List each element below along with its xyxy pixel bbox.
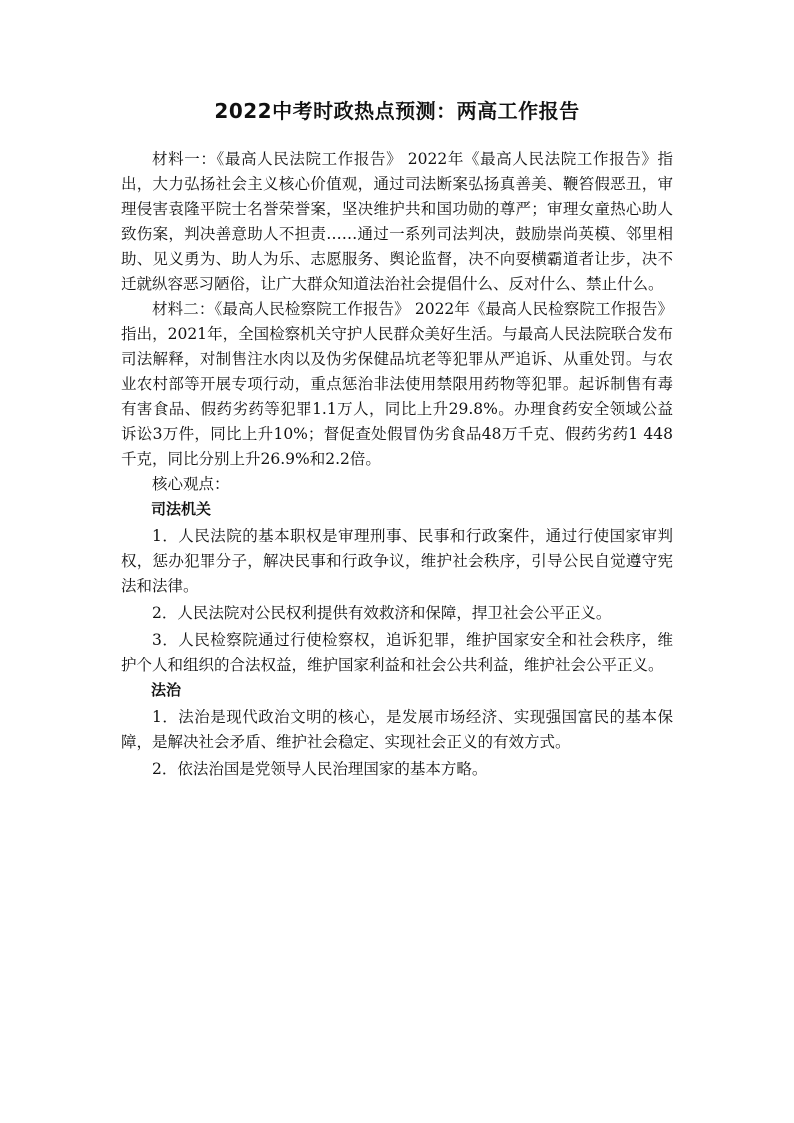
core-viewpoints-label: 核心观点： xyxy=(152,475,230,493)
section-heading-judicial: 司法机关 xyxy=(151,500,212,518)
page-title: 2022中考时政热点预测：两高工作报告 xyxy=(214,99,580,123)
list-item: 2．人民法院对公民权利提供有效救济和保障，捍卫社会公平正义。 xyxy=(152,604,612,622)
list-item: 1．人民法院的基本职权是审理刑事、民事和行政案件，通过行使国家审判权，惩办犯罪分子，解决民事和行政争议，维护社会秩序，引导公民自觉遵守宪法和法律。 xyxy=(121,527,673,595)
material-one-paragraph: 材料一：《最高人民法院工作报告》 2022年《最高人民法院工作报告》指出，大力弘扬社会主义核心价值观，通过司法断案弘扬真善美、鞭笞假恶丑，审理侵害袁隆平院士名誉荣誉案，坚决维护共和国功勋的尊严；审理女童热心助人致伤案，判决善意助人不担责……通过一系列司法判决，鼓励崇尚英模、邻里相助、见义勇为、助人为乐、志愿服务、舆论监督，决不向耍横霸道者让步，决不迁就纵容恶习陋俗，让广大群众知道法治社会提倡什么、反对什么、禁止什么。 xyxy=(121,150,673,293)
list-item: 3．人民检察院通过行使检察权，追诉犯罪，维护国家安全和社会秩序，维护个人和组织的合法权益，维护国家利益和社会公共利益，维护社会公平正义。 xyxy=(121,631,673,674)
section-heading-rule-of-law: 法治 xyxy=(151,681,182,699)
list-item: 1．法治是现代政治文明的核心，是发展市场经济、实现强国富民的基本保障，是解决社会矛盾、维护社会稳定、实现社会正义的有效方式。 xyxy=(121,708,673,751)
list-item: 2．依法治国是党领导人民治理国家的基本方略。 xyxy=(152,760,488,778)
material-two-paragraph: 材料二：《最高人民检察院工作报告》 2022年《最高人民检察院工作报告》指出，2021年，全国检察机关守护人民群众美好生活。与最高人民法院联合发布司法解释，对制售注水肉以及伪劣保健品坑老等犯罪从严追诉、从重处罚。与农业农村部等开展专项行动，重点惩治非法使用禁限用药物等犯罪。起诉制售有毒有害食品、假药劣药等犯罪1.1万人，同比上升29.8%。办理食药安全领域公益诉讼3万件，同比上升10%；督促查处假冒伪劣食品48万千克、假药劣药1 448千克，同比分别上升26.9%和2.2倍。 xyxy=(121,300,673,468)
